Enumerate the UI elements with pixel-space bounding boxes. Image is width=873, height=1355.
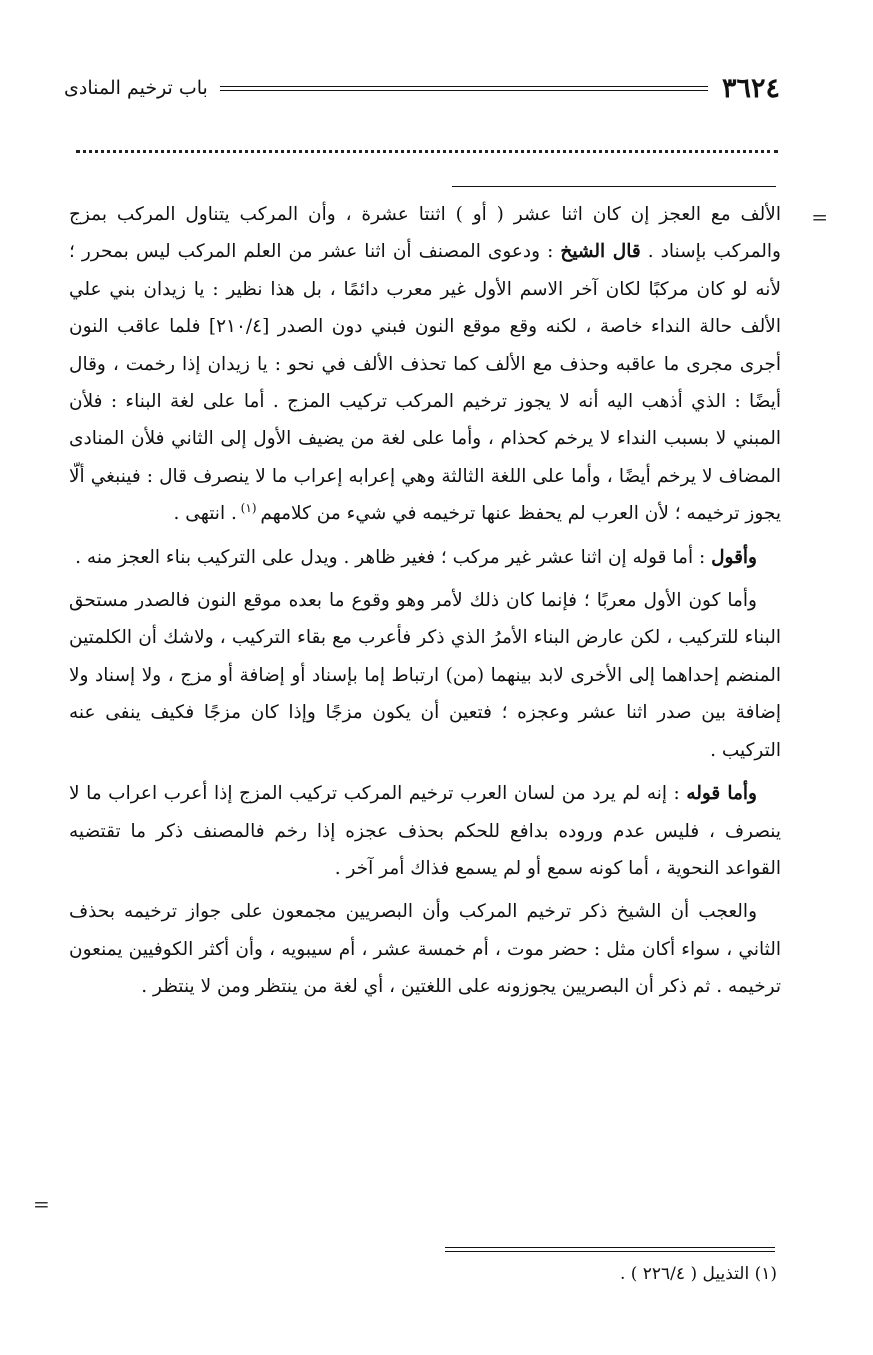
bold-term: قال الشيخ [560,241,641,263]
page-number: ٣٦٢٤ [721,72,780,104]
text-run: والعجب أن الشيخ ذكر ترخيم المركب وأن البصريين مجمعون على جواز ترخيمه بحذف الثاني ، سواء أكان مثل : حضر موت ، أم خمسة عشر ، أم سيبويه ، وأن أكثر الكوفيين يمنعون ترخيمه . ثم ذكر أن البصريين يجوزونه على اللغتين ، أي لغة من ينتظر ومن لا ينتظر . [69,901,781,998]
page-header [64,70,780,106]
margin-equals-mark-top: = [811,205,828,229]
footnote-1: (١) التذييل ( ٢٢٦/٤ ) . [619,1264,777,1284]
paragraph [69,539,781,576]
paragraph [69,893,781,1005]
main-text [69,196,781,1012]
running-title: باب ترخيم المنادى [64,77,208,99]
bold-term: وأقول [711,546,757,568]
footnote-marker: (١) [236,501,261,516]
text-run: الألف مع العجز إن كان اثنا عشر ( أو ) اثنتا عشرة ، وأن المركب يتناول المركب بمزج والمركب بإسناد . [69,204,781,263]
continuation-rule [452,186,776,187]
header-double-rule [220,86,708,91]
paragraph [69,775,781,887]
margin-equals-mark-bottom: = [33,1192,50,1216]
text-run: : أما قوله إن اثنا عشر غير مركب ؛ فغير ظاهر . ويدل على التركيب بناء العجز منه . [75,546,712,568]
dotted-separator [76,150,778,153]
paragraph [69,582,781,769]
text-run: : إنه لم يرد من لسان العرب ترخيم المركب تركيب المزج إذا أعرب اعراب ما لا ينصرف ، فليس عدم وروده بدافع للحكم بحذف عجزه إذا رخم فالمصنف ذكر ما تقتضيه القواعد النحوية ، أما كونه سمع أو لم يسمع فذاك أمر آخر . [69,783,781,879]
footnote-separator [445,1247,775,1252]
text-run: : ودعوى المصنف أن اثنا عشر من العلم المركب ليس بمحرر ؛ لأنه لو كان مركبًا لكان آخر الاسم الأول غير معرب دائمًا ، بل هذا نظير : يا زيدان بني علي الألف حالة النداء خاصة ، لكنه وقع موقع النون فبني دون الصدر [٢١٠/٤] فلما عاقب النون أجرى مجرى ما عاقبه وحذف مع الألف كما تحذف الألف في نحو : يا زيدان إذا رخمت ، وقال أيضًا : الذي أذهب اليه أنه لا يجوز ترخيم المركب تركيب المزج . أما على لغة البناء : فلأن المبني لا بسبب النداء لا يرخم كحذام ، وأما على لغة من يضيف الأول إلى الثاني فلأن المنادى المضاف لا يرخم أيضًا ، وأما على اللغة الثالثة وهي إعرابه إعراب ما لا ينصرف قال : فينبغي ألّا يجوز ترخيمه ؛ لأن العرب لم يحفظ عنها ترخيمه في شيء من كلامهم [69,241,781,525]
text-run: . انتهى . [173,503,237,525]
paragraph [69,196,781,533]
text-run: وأما كون الأول معربًا ؛ فإنما كان ذلك لأمر وهو وقوع ما بعده موقع النون فالصدر مستحق البناء للتركيب ، لكن عارض البناء الأمرُ الذي ذكر فأعرب مع بقاء التركيب ، ولاشك أن الكلمتين المنضم إحداهما إلى الأخرى لابد بينهما (من) ارتباط إما بإسناد أو إضافة أو مزج ، ولا إسناد ولا إضافة بين صدر اثنا عشر وعجزه ؛ فتعين أن يكون مزجًا وإذا كان مزجًا فكيف ينفى عنه التركيب . [69,590,781,761]
bold-term: وأما قوله [686,783,757,805]
